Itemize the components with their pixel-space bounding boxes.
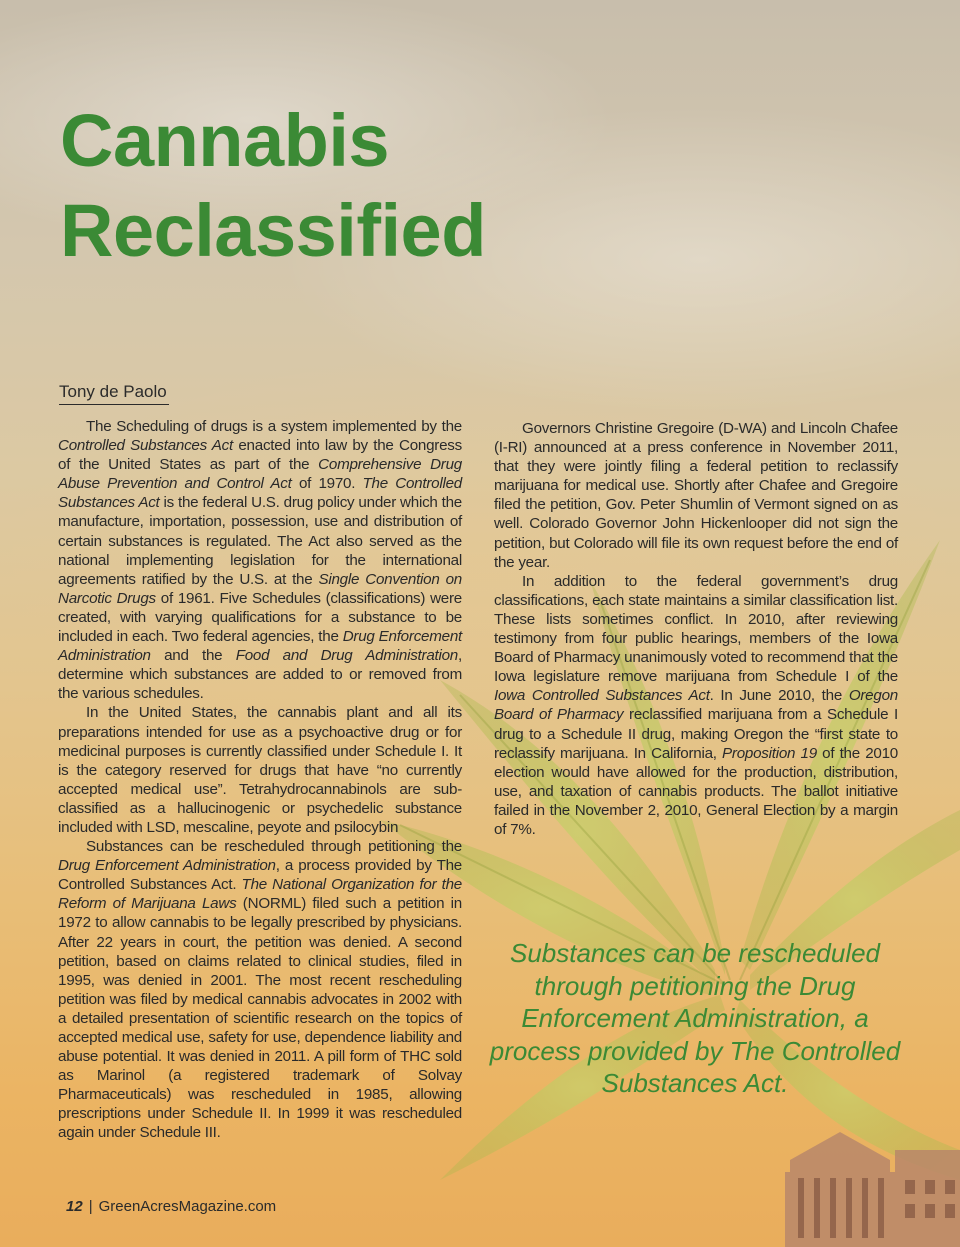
italic-text-run: Single Convention on Narcotic Drugs <box>58 570 462 607</box>
paragraph <box>58 417 462 703</box>
italic-text-run: Food and Drug Administration <box>235 647 459 665</box>
title-line-2: Reclassified <box>60 189 486 272</box>
capitol-building-image <box>770 1120 960 1247</box>
page-footer <box>66 1198 276 1215</box>
paragraph <box>494 572 898 839</box>
italic-text-run: The National Organization for the Reform of Marijuana Laws <box>58 876 462 913</box>
footer-site-link[interactable]: GreenAcresMagazine.com <box>98 1198 277 1215</box>
text-run: (NORML) filed such a petition in 1972 to allow cannabis to be legally prescribed by physicians. After 22 years in court, the petition was denied. A second petition, based on claims related to clinical studies, filed in 1995, was denied in 2001. The most recent rescheduling petition was filed by medical cannabis advocates in 2002 with a detailed presentation of scientific research on the topics of accepted medical use, safety for use, dependence liability and abuse potential. It was denied in 2011. A pill form of THC sold as Marinol (a registered trademark of Solvay Pharmaceuticals) was rescheduled in 1985, allowing prescriptions under Schedule II. In 1999 it was rescheduled again under Schedule III. <box>58 895 462 1142</box>
italic-text-run: Comprehensive Drug Abuse Prevention and Control Act <box>58 456 462 493</box>
title-line-1: Cannabis <box>60 99 390 182</box>
italic-text-run: Oregon Board of Pharmacy <box>494 687 898 724</box>
text-run: . In June 2010, the <box>709 687 849 705</box>
footer-separator: | <box>88 1198 93 1215</box>
paragraph <box>494 419 898 572</box>
text-run: of 1970. <box>291 475 363 493</box>
text-run: Substances can be rescheduled through petitioning the <box>86 838 462 856</box>
article-title <box>60 96 486 276</box>
text-run: is the federal U.S. drug policy under which the manufacture, importation, possession, use and distribution of certain substances is regulated. The Act also served as the national implementing legislation for the international agreements ratified by the U.S. at the <box>58 494 462 588</box>
italic-text-run: Proposition 19 <box>722 744 817 762</box>
italic-text-run: Iowa Controlled Substances Act <box>494 687 710 705</box>
text-run: reclassified marijuana from a Schedule I drug to a Schedule II drug, making Oregon the “first state to reclassify marijuana. In California, <box>494 706 898 762</box>
italic-text-run: Drug Enforcement Administration <box>58 857 276 875</box>
text-run: Governors Christine Gregoire (D-WA) and Lincoln Chafee (I-RI) announced at a press conference in November 2011, that they were jointly filing a federal petition to reclassify marijuana for medical use. Shortly after Chafee and Gregoire filed the petition, Gov. Peter Shumlin of Vermont signed on as well. Colorado Governor John Hickenlooper did not sign the petition, but Colorado will file its own request before the end of the year. <box>494 420 898 571</box>
author-byline: Tony de Paolo <box>59 382 169 405</box>
paragraph <box>58 703 462 837</box>
text-run: and the <box>150 647 236 665</box>
italic-text-run: Drug Enforcement Administration <box>58 628 462 665</box>
page-number: 12 <box>66 1198 83 1215</box>
article-column-left <box>58 417 462 1143</box>
text-run: In addition to the federal government’s drug classifications, each state maintains a similar classification list. These lists sometimes conflict. In 2010, after reviewing testimony from four public hearings, members of the Iowa Board of Pharmacy unanimously voted to recommend that the Iowa legislature remove marijuana from Schedule I of the <box>494 572 898 686</box>
text-run: enacted into law by the Congress of the United States as part of the <box>58 437 462 474</box>
italic-text-run: Controlled Substances Act <box>58 437 233 455</box>
text-run: , a process provided by The Controlled Substances Act. <box>58 857 462 894</box>
text-run: , determine which substances are added to or removed from the various schedules. <box>58 647 462 703</box>
text-run: of the 2010 election would have allowed for the production, distribution, use, and taxation of cannabis products. The ballot initiative failed in the November 2, 2010, General Election by a margin of 7%. <box>494 744 898 838</box>
italic-text-run: The Controlled Substances Act <box>58 475 462 512</box>
pull-quote: Substances can be rescheduled through petitioning the Drug Enforcement Administration, a process provided by The Controlled Substances Act. <box>489 938 901 1098</box>
article-column-right <box>494 419 898 839</box>
text-run: In the United States, the cannabis plant and all its preparations intended for use as a psychoactive drug or for medicinal purposes is currently classified under Schedule I. It is the category reserved for drugs that have “no currently accepted medical use”. Tetrahydrocannabinols are sub-classified as a hallucinogenic or psychedelic substance included with LSD, mescaline, peyote and psilocybin <box>58 704 462 836</box>
text-run: The Scheduling of drugs is a system implemented by the <box>86 418 462 435</box>
text-run: of 1961. Five Schedules (classifications) were created, with varying qualifications for a substance to be included in each. Two federal agencies, the <box>58 589 462 646</box>
paragraph <box>58 837 462 1143</box>
